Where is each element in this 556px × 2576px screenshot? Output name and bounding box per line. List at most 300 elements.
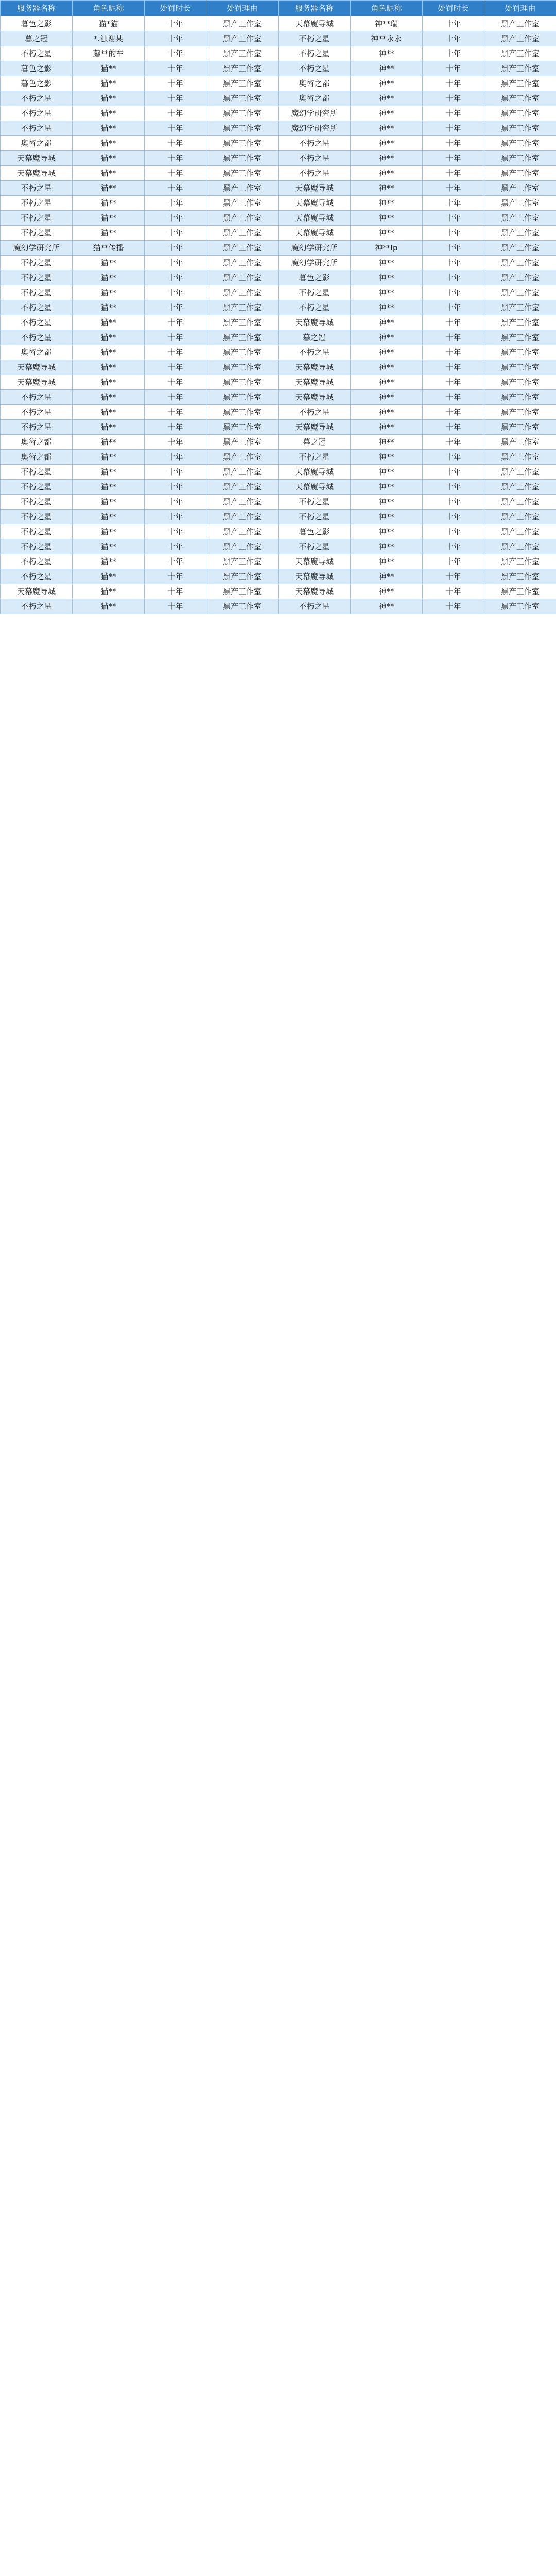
- cell-duration-a: 十年: [145, 405, 206, 420]
- cell-reason-a: 黑产工作室: [206, 300, 279, 315]
- cell-role-a: 猫**: [73, 524, 145, 539]
- cell-duration-b: 十年: [423, 420, 484, 435]
- cell-reason-a: 黑产工作室: [206, 241, 279, 256]
- cell-duration-b: 十年: [423, 166, 484, 181]
- cell-reason-a: 黑产工作室: [206, 390, 279, 405]
- cell-role-b: 神**: [351, 136, 423, 151]
- cell-reason-b: 黑产工作室: [484, 151, 556, 166]
- cell-reason-a: 黑产工作室: [206, 599, 279, 614]
- cell-duration-b: 十年: [423, 285, 484, 300]
- cell-server-a: 不朽之星: [1, 599, 73, 614]
- table-row: [1, 61, 556, 76]
- cell-reason-a: 黑产工作室: [206, 584, 279, 599]
- cell-duration-a: 十年: [145, 151, 206, 166]
- cell-reason-a: 黑产工作室: [206, 330, 279, 345]
- cell-server-a: 不朽之星: [1, 330, 73, 345]
- cell-role-b: 神**Ip: [351, 241, 423, 256]
- cell-role-b: 神**: [351, 46, 423, 61]
- cell-duration-a: 十年: [145, 16, 206, 31]
- cell-server-a: 奥術之都: [1, 435, 73, 450]
- cell-role-b: 神**: [351, 360, 423, 375]
- cell-duration-b: 十年: [423, 211, 484, 226]
- cell-duration-b: 十年: [423, 106, 484, 121]
- cell-duration-a: 十年: [145, 270, 206, 285]
- table-header-row: [1, 1, 556, 16]
- cell-role-b: 神**: [351, 450, 423, 465]
- table-row: [1, 106, 556, 121]
- cell-role-b: 神**: [351, 121, 423, 136]
- header-duration-1: 处罚时长: [145, 1, 206, 16]
- cell-reason-a: 黑产工作室: [206, 61, 279, 76]
- cell-duration-a: 十年: [145, 360, 206, 375]
- cell-role-a: 猫**: [73, 435, 145, 450]
- cell-role-b: 神**: [351, 465, 423, 480]
- cell-server-a: 不朽之星: [1, 211, 73, 226]
- cell-reason-b: 黑产工作室: [484, 360, 556, 375]
- cell-duration-b: 十年: [423, 450, 484, 465]
- cell-server-a: 不朽之星: [1, 181, 73, 196]
- table-row: [1, 539, 556, 554]
- cell-role-b: 神**: [351, 226, 423, 241]
- cell-role-b: 神**: [351, 390, 423, 405]
- cell-server-a: 奥術之都: [1, 345, 73, 360]
- cell-role-a: 猫**: [73, 539, 145, 554]
- cell-server-b: 天幕魔导城: [279, 569, 351, 584]
- cell-server-a: 不朽之星: [1, 539, 73, 554]
- cell-reason-a: 黑产工作室: [206, 16, 279, 31]
- cell-role-b: 神**: [351, 345, 423, 360]
- cell-duration-b: 十年: [423, 330, 484, 345]
- cell-role-a: 猫**: [73, 136, 145, 151]
- cell-server-a: 不朽之星: [1, 420, 73, 435]
- cell-server-a: 暮色之影: [1, 61, 73, 76]
- cell-reason-a: 黑产工作室: [206, 121, 279, 136]
- cell-server-a: 暮色之影: [1, 76, 73, 91]
- cell-role-b: 神**: [351, 554, 423, 569]
- table-row: [1, 166, 556, 181]
- cell-reason-b: 黑产工作室: [484, 435, 556, 450]
- cell-server-b: 不朽之星: [279, 539, 351, 554]
- cell-server-a: 不朽之星: [1, 480, 73, 495]
- cell-duration-a: 十年: [145, 91, 206, 106]
- cell-role-b: 神**: [351, 524, 423, 539]
- cell-server-a: 暮色之影: [1, 16, 73, 31]
- cell-server-a: 天幕魔导城: [1, 151, 73, 166]
- penalty-table: [0, 0, 556, 614]
- cell-reason-a: 黑产工作室: [206, 91, 279, 106]
- cell-server-a: 不朽之星: [1, 495, 73, 510]
- cell-reason-a: 黑产工作室: [206, 524, 279, 539]
- cell-duration-b: 十年: [423, 151, 484, 166]
- cell-role-a: 猫**: [73, 211, 145, 226]
- table-row: [1, 211, 556, 226]
- table-row: [1, 375, 556, 390]
- cell-reason-a: 黑产工作室: [206, 166, 279, 181]
- cell-reason-a: 黑产工作室: [206, 181, 279, 196]
- cell-duration-b: 十年: [423, 375, 484, 390]
- cell-duration-a: 十年: [145, 390, 206, 405]
- cell-role-a: 猫**: [73, 151, 145, 166]
- cell-duration-a: 十年: [145, 510, 206, 524]
- cell-server-b: 暮色之影: [279, 270, 351, 285]
- cell-server-b: 魔幻学研究所: [279, 106, 351, 121]
- cell-duration-a: 十年: [145, 375, 206, 390]
- cell-duration-a: 十年: [145, 196, 206, 211]
- cell-reason-b: 黑产工作室: [484, 196, 556, 211]
- cell-role-a: 猫**: [73, 599, 145, 614]
- cell-duration-b: 十年: [423, 300, 484, 315]
- cell-server-a: 天幕魔导城: [1, 584, 73, 599]
- table-row: [1, 76, 556, 91]
- cell-server-b: 天幕魔导城: [279, 480, 351, 495]
- cell-server-a: 不朽之星: [1, 196, 73, 211]
- cell-reason-a: 黑产工作室: [206, 256, 279, 270]
- cell-reason-a: 黑产工作室: [206, 495, 279, 510]
- cell-server-b: 不朽之星: [279, 31, 351, 46]
- cell-reason-a: 黑产工作室: [206, 539, 279, 554]
- cell-server-b: 不朽之星: [279, 345, 351, 360]
- table-row: [1, 420, 556, 435]
- cell-role-a: 猫**: [73, 569, 145, 584]
- cell-reason-b: 黑产工作室: [484, 241, 556, 256]
- table-row: [1, 524, 556, 539]
- cell-duration-b: 十年: [423, 495, 484, 510]
- cell-duration-b: 十年: [423, 510, 484, 524]
- cell-duration-b: 十年: [423, 136, 484, 151]
- cell-role-a: 猫**: [73, 405, 145, 420]
- cell-role-a: 猫**: [73, 390, 145, 405]
- cell-reason-b: 黑产工作室: [484, 285, 556, 300]
- cell-server-a: 不朽之星: [1, 510, 73, 524]
- cell-server-b: 不朽之星: [279, 61, 351, 76]
- cell-reason-b: 黑产工作室: [484, 495, 556, 510]
- cell-duration-b: 十年: [423, 226, 484, 241]
- table-row: [1, 405, 556, 420]
- table-body: [1, 16, 556, 614]
- cell-role-b: 神**: [351, 420, 423, 435]
- cell-reason-b: 黑产工作室: [484, 599, 556, 614]
- cell-duration-a: 十年: [145, 300, 206, 315]
- table-row: [1, 360, 556, 375]
- cell-duration-a: 十年: [145, 181, 206, 196]
- cell-server-b: 天幕魔导城: [279, 315, 351, 330]
- cell-server-b: 暮之冠: [279, 330, 351, 345]
- cell-duration-a: 十年: [145, 480, 206, 495]
- cell-server-a: 不朽之星: [1, 46, 73, 61]
- table-row: [1, 584, 556, 599]
- table-row: [1, 465, 556, 480]
- cell-role-a: 猫**: [73, 196, 145, 211]
- cell-duration-a: 十年: [145, 345, 206, 360]
- cell-duration-b: 十年: [423, 181, 484, 196]
- cell-reason-a: 黑产工作室: [206, 315, 279, 330]
- cell-reason-b: 黑产工作室: [484, 181, 556, 196]
- cell-role-a: 猫**: [73, 510, 145, 524]
- cell-reason-a: 黑产工作室: [206, 226, 279, 241]
- cell-reason-a: 黑产工作室: [206, 136, 279, 151]
- cell-reason-b: 黑产工作室: [484, 226, 556, 241]
- cell-role-b: 神**: [351, 106, 423, 121]
- cell-role-a: 猫**: [73, 420, 145, 435]
- cell-reason-a: 黑产工作室: [206, 211, 279, 226]
- cell-reason-a: 黑产工作室: [206, 360, 279, 375]
- cell-server-a: 不朽之星: [1, 315, 73, 330]
- cell-server-b: 天幕魔导城: [279, 226, 351, 241]
- cell-reason-b: 黑产工作室: [484, 256, 556, 270]
- cell-server-a: 暮之冠: [1, 31, 73, 46]
- cell-duration-b: 十年: [423, 390, 484, 405]
- cell-duration-a: 十年: [145, 330, 206, 345]
- cell-server-b: 天幕魔导城: [279, 420, 351, 435]
- cell-duration-a: 十年: [145, 226, 206, 241]
- header-duration-2: 处罚时长: [423, 1, 484, 16]
- cell-role-a: 猫**: [73, 270, 145, 285]
- cell-duration-a: 十年: [145, 211, 206, 226]
- cell-server-a: 不朽之星: [1, 270, 73, 285]
- cell-server-a: 不朽之星: [1, 390, 73, 405]
- cell-duration-b: 十年: [423, 46, 484, 61]
- cell-role-b: 神**: [351, 300, 423, 315]
- cell-server-a: 不朽之星: [1, 569, 73, 584]
- cell-reason-b: 黑产工作室: [484, 46, 556, 61]
- cell-server-b: 天幕魔导城: [279, 584, 351, 599]
- cell-duration-b: 十年: [423, 61, 484, 76]
- cell-duration-a: 十年: [145, 76, 206, 91]
- cell-server-b: 天幕魔导城: [279, 16, 351, 31]
- cell-reason-b: 黑产工作室: [484, 300, 556, 315]
- table-row: [1, 435, 556, 450]
- cell-server-a: 不朽之星: [1, 405, 73, 420]
- cell-duration-a: 十年: [145, 31, 206, 46]
- cell-role-a: 猫**: [73, 375, 145, 390]
- cell-duration-b: 十年: [423, 599, 484, 614]
- cell-server-b: 天幕魔导城: [279, 196, 351, 211]
- cell-duration-b: 十年: [423, 270, 484, 285]
- cell-server-a: 不朽之星: [1, 554, 73, 569]
- cell-role-b: 神**: [351, 405, 423, 420]
- cell-role-a: 猫**: [73, 181, 145, 196]
- table-row: [1, 330, 556, 345]
- cell-reason-a: 黑产工作室: [206, 76, 279, 91]
- cell-role-b: 神**: [351, 315, 423, 330]
- cell-role-a: 猫**: [73, 121, 145, 136]
- cell-server-b: 天幕魔导城: [279, 390, 351, 405]
- cell-server-b: 天幕魔导城: [279, 465, 351, 480]
- header-server-1: 服务器名称: [1, 1, 73, 16]
- table-row: [1, 136, 556, 151]
- cell-duration-b: 十年: [423, 16, 484, 31]
- cell-reason-a: 黑产工作室: [206, 554, 279, 569]
- cell-duration-a: 十年: [145, 599, 206, 614]
- table-row: [1, 569, 556, 584]
- cell-role-a: 猫**: [73, 166, 145, 181]
- cell-server-b: 不朽之星: [279, 166, 351, 181]
- cell-duration-b: 十年: [423, 569, 484, 584]
- cell-reason-b: 黑产工作室: [484, 584, 556, 599]
- cell-server-b: 不朽之星: [279, 151, 351, 166]
- cell-role-b: 神**: [351, 569, 423, 584]
- table-row: [1, 16, 556, 31]
- cell-role-a: 猫**: [73, 495, 145, 510]
- cell-duration-a: 十年: [145, 256, 206, 270]
- cell-duration-b: 十年: [423, 405, 484, 420]
- cell-reason-a: 黑产工作室: [206, 435, 279, 450]
- page-filler: [0, 614, 556, 2576]
- header-role-1: 角色昵称: [73, 1, 145, 16]
- cell-server-a: 魔幻学研究所: [1, 241, 73, 256]
- cell-duration-b: 十年: [423, 256, 484, 270]
- cell-server-b: 不朽之星: [279, 285, 351, 300]
- cell-role-b: 神**: [351, 495, 423, 510]
- cell-reason-a: 黑产工作室: [206, 405, 279, 420]
- cell-role-b: 神**: [351, 510, 423, 524]
- table-row: [1, 46, 556, 61]
- cell-duration-a: 十年: [145, 420, 206, 435]
- cell-role-a: 猫**: [73, 465, 145, 480]
- cell-reason-a: 黑产工作室: [206, 345, 279, 360]
- table-row: [1, 241, 556, 256]
- cell-duration-b: 十年: [423, 480, 484, 495]
- cell-reason-b: 黑产工作室: [484, 106, 556, 121]
- cell-duration-a: 十年: [145, 450, 206, 465]
- cell-server-a: 不朽之星: [1, 106, 73, 121]
- cell-role-b: 神**: [351, 166, 423, 181]
- cell-reason-a: 黑产工作室: [206, 106, 279, 121]
- table-row: [1, 226, 556, 241]
- cell-reason-b: 黑产工作室: [484, 315, 556, 330]
- cell-server-b: 奥術之都: [279, 76, 351, 91]
- table-row: [1, 554, 556, 569]
- cell-role-b: 神**: [351, 375, 423, 390]
- cell-role-a: 猫**: [73, 554, 145, 569]
- cell-server-b: 魔幻学研究所: [279, 121, 351, 136]
- header-role-2: 角色昵称: [351, 1, 423, 16]
- cell-server-b: 天幕魔导城: [279, 554, 351, 569]
- table-row: [1, 151, 556, 166]
- cell-reason-b: 黑产工作室: [484, 390, 556, 405]
- cell-reason-a: 黑产工作室: [206, 46, 279, 61]
- table-row: [1, 300, 556, 315]
- cell-server-a: 不朽之星: [1, 256, 73, 270]
- cell-duration-a: 十年: [145, 166, 206, 181]
- cell-reason-b: 黑产工作室: [484, 166, 556, 181]
- cell-server-b: 不朽之星: [279, 300, 351, 315]
- cell-server-b: 天幕魔导城: [279, 360, 351, 375]
- cell-role-a: 猫**: [73, 330, 145, 345]
- table-row: [1, 480, 556, 495]
- cell-role-a: 猫*猫: [73, 16, 145, 31]
- header-server-2: 服务器名称: [279, 1, 351, 16]
- table-row: [1, 315, 556, 330]
- cell-server-b: 不朽之星: [279, 495, 351, 510]
- cell-duration-b: 十年: [423, 539, 484, 554]
- cell-reason-b: 黑产工作室: [484, 16, 556, 31]
- cell-server-a: 不朽之星: [1, 121, 73, 136]
- cell-reason-b: 黑产工作室: [484, 211, 556, 226]
- cell-server-b: 不朽之星: [279, 136, 351, 151]
- cell-server-a: 不朽之星: [1, 524, 73, 539]
- cell-server-b: 不朽之星: [279, 46, 351, 61]
- cell-duration-b: 十年: [423, 360, 484, 375]
- table-row: [1, 256, 556, 270]
- cell-duration-b: 十年: [423, 121, 484, 136]
- cell-reason-b: 黑产工作室: [484, 524, 556, 539]
- cell-reason-a: 黑产工作室: [206, 151, 279, 166]
- cell-reason-b: 黑产工作室: [484, 480, 556, 495]
- cell-duration-a: 十年: [145, 46, 206, 61]
- cell-duration-b: 十年: [423, 196, 484, 211]
- cell-role-a: 猫**: [73, 360, 145, 375]
- cell-reason-a: 黑产工作室: [206, 510, 279, 524]
- cell-reason-b: 黑产工作室: [484, 31, 556, 46]
- cell-role-a: 猫**: [73, 584, 145, 599]
- table-row: [1, 270, 556, 285]
- cell-role-b: 神**瑞: [351, 16, 423, 31]
- cell-server-b: 魔幻学研究所: [279, 241, 351, 256]
- table-row: [1, 510, 556, 524]
- cell-server-b: 不朽之星: [279, 599, 351, 614]
- cell-duration-b: 十年: [423, 76, 484, 91]
- cell-duration-a: 十年: [145, 106, 206, 121]
- cell-role-b: 神**: [351, 91, 423, 106]
- cell-role-b: 神**: [351, 435, 423, 450]
- cell-role-b: 神**: [351, 211, 423, 226]
- cell-role-a: 猫**: [73, 480, 145, 495]
- cell-reason-b: 黑产工作室: [484, 405, 556, 420]
- cell-duration-b: 十年: [423, 554, 484, 569]
- cell-role-b: 神**: [351, 196, 423, 211]
- cell-duration-b: 十年: [423, 91, 484, 106]
- table-row: [1, 450, 556, 465]
- cell-duration-b: 十年: [423, 241, 484, 256]
- cell-role-b: 神**: [351, 256, 423, 270]
- cell-reason-b: 黑产工作室: [484, 121, 556, 136]
- cell-role-a: 猫**: [73, 226, 145, 241]
- cell-role-a: 猫**: [73, 91, 145, 106]
- cell-role-b: 神**: [351, 61, 423, 76]
- cell-reason-b: 黑产工作室: [484, 345, 556, 360]
- cell-duration-a: 十年: [145, 136, 206, 151]
- cell-server-b: 不朽之星: [279, 510, 351, 524]
- table-row: [1, 599, 556, 614]
- cell-server-b: 天幕魔导城: [279, 211, 351, 226]
- header-reason-2: 处罚理由: [484, 1, 556, 16]
- table-row: [1, 121, 556, 136]
- cell-reason-b: 黑产工作室: [484, 510, 556, 524]
- cell-reason-b: 黑产工作室: [484, 539, 556, 554]
- cell-server-b: 天幕魔导城: [279, 375, 351, 390]
- cell-role-b: 神**: [351, 181, 423, 196]
- cell-reason-b: 黑产工作室: [484, 136, 556, 151]
- cell-duration-a: 十年: [145, 569, 206, 584]
- cell-role-a: 猫**: [73, 315, 145, 330]
- cell-reason-a: 黑产工作室: [206, 285, 279, 300]
- cell-reason-b: 黑产工作室: [484, 91, 556, 106]
- cell-duration-a: 十年: [145, 315, 206, 330]
- cell-server-a: 天幕魔导城: [1, 360, 73, 375]
- cell-role-a: 猫**: [73, 300, 145, 315]
- cell-role-a: 猫**: [73, 61, 145, 76]
- cell-role-a: 猫**: [73, 76, 145, 91]
- cell-reason-b: 黑产工作室: [484, 330, 556, 345]
- cell-duration-a: 十年: [145, 584, 206, 599]
- cell-server-a: 奥術之都: [1, 136, 73, 151]
- cell-duration-a: 十年: [145, 241, 206, 256]
- table-row: [1, 390, 556, 405]
- cell-server-b: 天幕魔导城: [279, 181, 351, 196]
- cell-reason-b: 黑产工作室: [484, 61, 556, 76]
- cell-server-b: 暮色之影: [279, 524, 351, 539]
